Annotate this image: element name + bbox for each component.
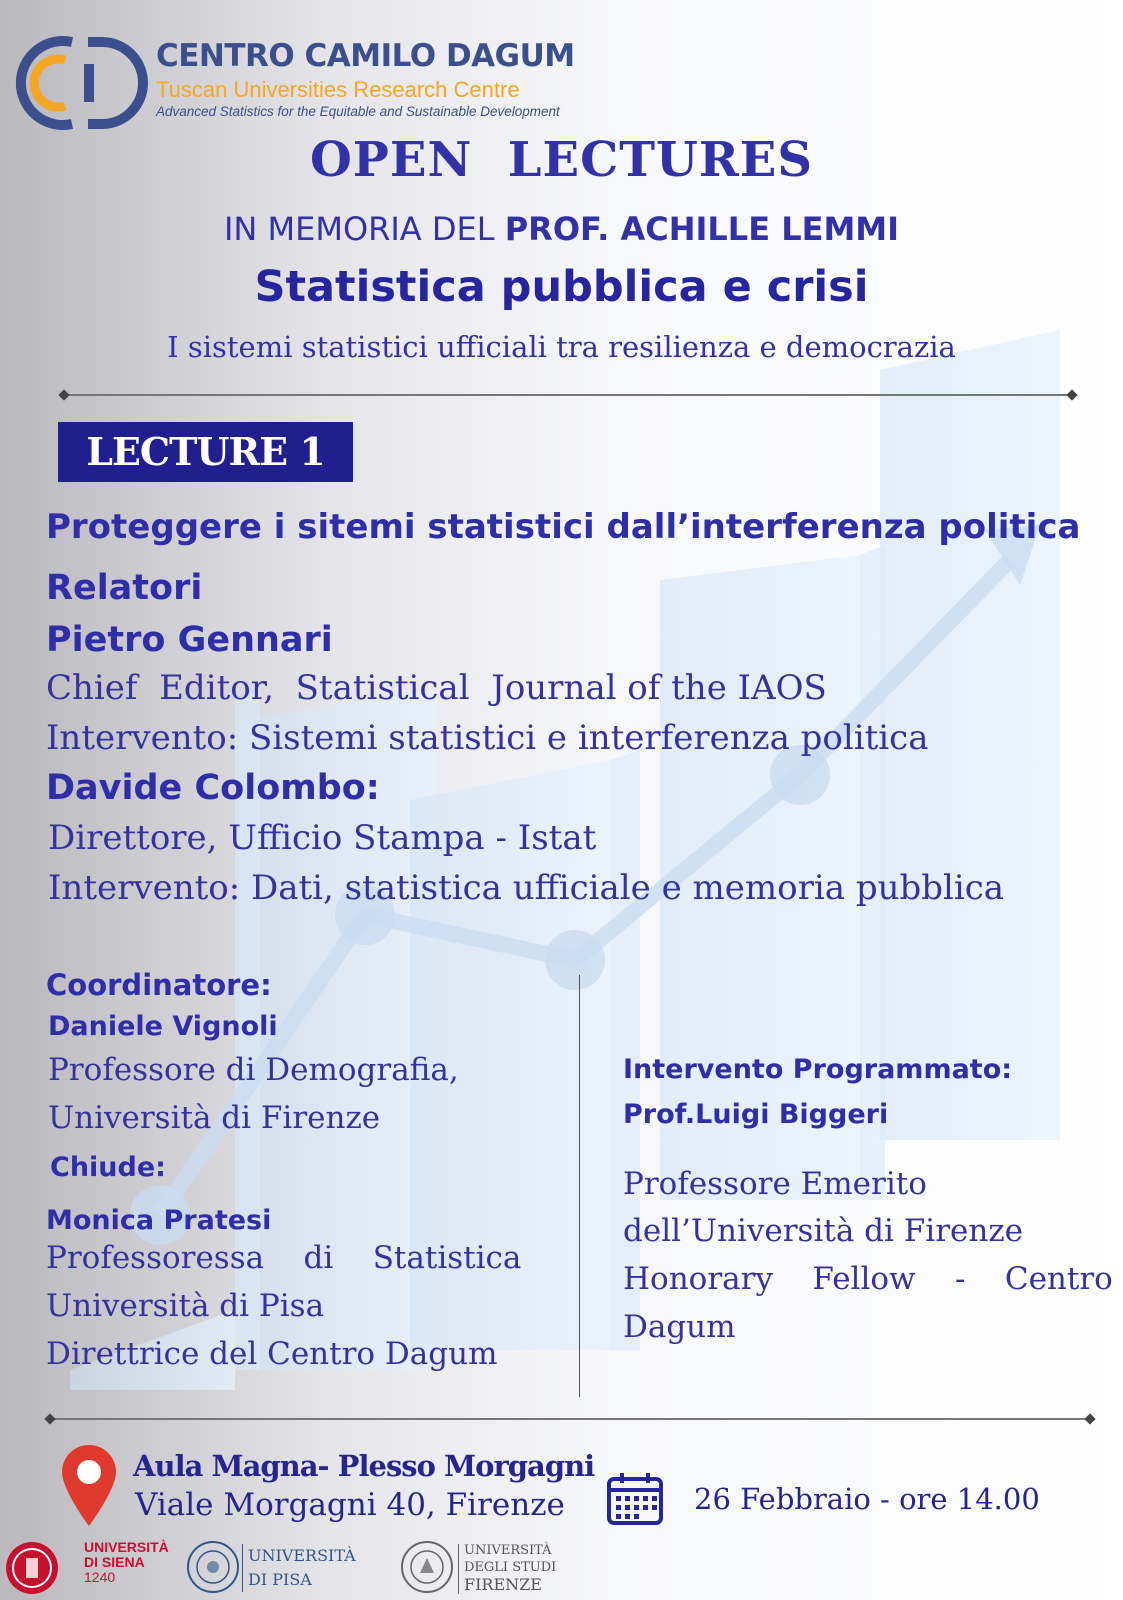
speaker-2-talk: Intervento: Dati, statistica ufficiale e memoria pubblica — [48, 868, 1005, 908]
siena-line-1: UNIVERSITÀ — [84, 1539, 169, 1555]
coordinatore-role-1: Professore di Demografia, — [48, 1052, 459, 1088]
firenze-seal-icon — [400, 1540, 454, 1594]
memoria-line — [0, 210, 1123, 248]
speaker-1-role: Chief Editor, Statistical Journal of the IAOS — [46, 668, 827, 708]
coordinatore-label: Coordinatore: — [46, 968, 272, 1002]
siena-seal-icon — [4, 1540, 60, 1596]
chiude-name: Monica Pratesi — [46, 1205, 272, 1236]
cd-logo-icon — [10, 32, 150, 132]
intervento-programmato-name: Prof.Luigi Biggeri — [623, 1099, 889, 1130]
speaker-1-name: Pietro Gennari — [46, 620, 333, 660]
coordinatore-name: Daniele Vignoli — [48, 1011, 278, 1042]
memoria-prefix: IN MEMORIA DEL — [223, 210, 495, 248]
speaker-2-name: Davide Colombo: — [46, 768, 380, 808]
speaker-2-role: Direttore, Ufficio Stampa - Istat — [48, 818, 597, 858]
calendar-icon — [606, 1472, 664, 1526]
firenze-line-3: FIRENZE — [464, 1575, 542, 1594]
pisa-line-2: DI PISA — [248, 1570, 312, 1589]
venue-name: Aula Magna- Plesso Morgagni — [133, 1449, 595, 1483]
footer-divider — [50, 1418, 1090, 1420]
university-siena-logo — [4, 1540, 184, 1596]
siena-line-3: 1240 — [84, 1569, 116, 1585]
intervento-role-1: Professore Emerito — [623, 1166, 927, 1202]
lecture-badge: LECTURE 1 — [58, 422, 353, 482]
event-title: OPEN LECTURES — [309, 132, 814, 188]
logo-tagline: Advanced Statistics for the Equitable and Sustainable Development — [156, 104, 560, 119]
chiude-role-3: Direttrice del Centro Dagum — [46, 1336, 498, 1372]
logo-name: CENTRO CAMILO DAGUM — [156, 38, 575, 74]
relatori-label: Relatori — [46, 568, 203, 608]
intervento-role-4: Dagum — [623, 1309, 736, 1345]
memoria-name: PROF. ACHILLE LEMMI — [504, 210, 900, 248]
chiude-role-1: Professoressa di Statistica — [46, 1240, 522, 1276]
speaker-1-talk: Intervento: Sistemi statistici e interferenza politica — [46, 718, 929, 758]
centro-dagum-logo — [10, 32, 600, 132]
lecture-topic: Proteggere i sitemi statistici dall’interferenza politica — [46, 507, 1081, 547]
column-divider — [579, 975, 580, 1397]
intervento-role-2: dell’Università di Firenze — [623, 1213, 1024, 1249]
pisa-seal-icon — [186, 1540, 240, 1594]
venue-address: Viale Morgagni 40, Firenze — [135, 1487, 565, 1523]
header-divider — [64, 394, 1072, 396]
coordinatore-role-2: Università di Firenze — [48, 1100, 381, 1136]
logo-subtitle: Tuscan Universities Research Centre — [156, 77, 520, 102]
map-pin-icon — [58, 1442, 120, 1528]
university-firenze-logo — [400, 1540, 560, 1598]
chiude-label: Chiude: — [50, 1152, 166, 1183]
intervento-role-3: Honorary Fellow - Centro — [623, 1261, 1113, 1297]
siena-line-2: DI SIENA — [84, 1554, 145, 1570]
main-title: Statistica pubblica e crisi — [254, 262, 869, 312]
firenze-line-2: DEGLI STUDI — [464, 1560, 557, 1575]
main-subtitle: I sistemi statistici ufficiali tra resilienza e democrazia — [167, 330, 956, 364]
intervento-programmato-label: Intervento Programmato: — [623, 1054, 1013, 1085]
pisa-line-1: UNIVERSITÀ — [248, 1546, 356, 1565]
chiude-role-2: Università di Pisa — [46, 1288, 325, 1324]
event-date: 26 Febbraio - ore 14.00 — [694, 1482, 1040, 1516]
firenze-line-1: UNIVERSITÀ — [464, 1543, 552, 1558]
university-pisa-logo — [186, 1540, 376, 1596]
